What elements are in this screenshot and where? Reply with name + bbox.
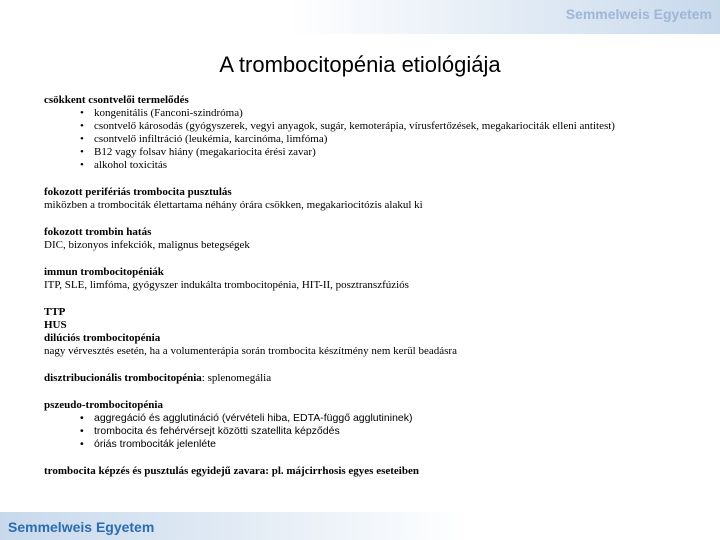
list-item: • alkohol toxicitás: [94, 159, 704, 172]
brand-logo-bottom: Semmelweis Egyetem: [8, 519, 155, 535]
section-text: : splenomegália: [201, 372, 272, 384]
page-title: A trombocitopénia etiológiája: [219, 52, 501, 77]
section-peripheral-destruction: [44, 186, 704, 212]
section-immune: [44, 266, 704, 292]
section-text: DIC, bizonyos infekciók, malignus betegségek: [44, 239, 250, 251]
brand-logo-top: Semmelweis Egyetem: [565, 6, 712, 22]
bullet-list: [44, 412, 704, 451]
list-item: • aggregáció és agglutináció (vérvételi hiba, EDTA-függő agglutininek): [94, 412, 704, 425]
header-band: [0, 0, 720, 34]
section-heading: pszeudo-trombocitopénia: [44, 399, 163, 411]
footer-band: [0, 512, 720, 540]
distributional-line: [44, 372, 704, 385]
section-text: miközben a trombociták élettartama néhány órára csökken, megakariocitózis alakul ki: [44, 199, 423, 211]
section-heading: fokozott perifériás trombocita pusztulás: [44, 186, 232, 198]
section-combined: [44, 465, 704, 478]
hus-label: HUS: [44, 319, 67, 331]
section-text: ITP, SLE, limfóma, gyógyszer indukálta trombocitopénia, HIT-II, posztranszfúziós: [44, 279, 409, 291]
section-pseudo: [44, 399, 704, 451]
list-item: • trombocita és fehérvérsejt közötti szatellita képződés: [94, 425, 704, 438]
section-heading: disztribucionális trombocitopénia: [44, 372, 202, 384]
list-item: • B12 vagy folsav hiány (megakariocita érési zavar): [94, 146, 704, 159]
section-heading: dilúciós trombocitopénia: [44, 332, 161, 344]
section-dilution: [44, 306, 704, 358]
section-text: nagy vérvesztés esetén, ha a volumenterápia során trombocita készítmény nem kerül beadásra: [44, 345, 457, 357]
section-heading: fokozott trombin hatás: [44, 226, 152, 238]
list-item: • óriás trombociták jelenléte: [94, 438, 704, 451]
bullet-list: [44, 107, 704, 172]
section-distributional: [44, 372, 704, 385]
list-item: • csontvelő károsodás (gyógyszerek, vegyi anyagok, sugár, kemoterápia, vírusfertőzések, megakariociták elleni antitest): [94, 120, 704, 133]
section-heading: trombocita képzés és pusztulás egyidejű zavara: pl. májcirrhosis egyes eseteiben: [44, 465, 419, 477]
ttp-label: TTP: [44, 306, 66, 318]
section-thrombin-effect: [44, 226, 704, 252]
slide-content: [44, 94, 704, 492]
list-item: • csontvelő infiltráció (leukémia, karcinóma, limfóma): [94, 133, 704, 146]
section-heading: csökkent csontvelői termelődés: [44, 94, 189, 106]
section-heading: immun trombocitopéniák: [44, 266, 164, 278]
section-decreased-production: [44, 94, 704, 172]
list-item: • kongenitális (Fanconi-szindróma): [94, 107, 704, 120]
